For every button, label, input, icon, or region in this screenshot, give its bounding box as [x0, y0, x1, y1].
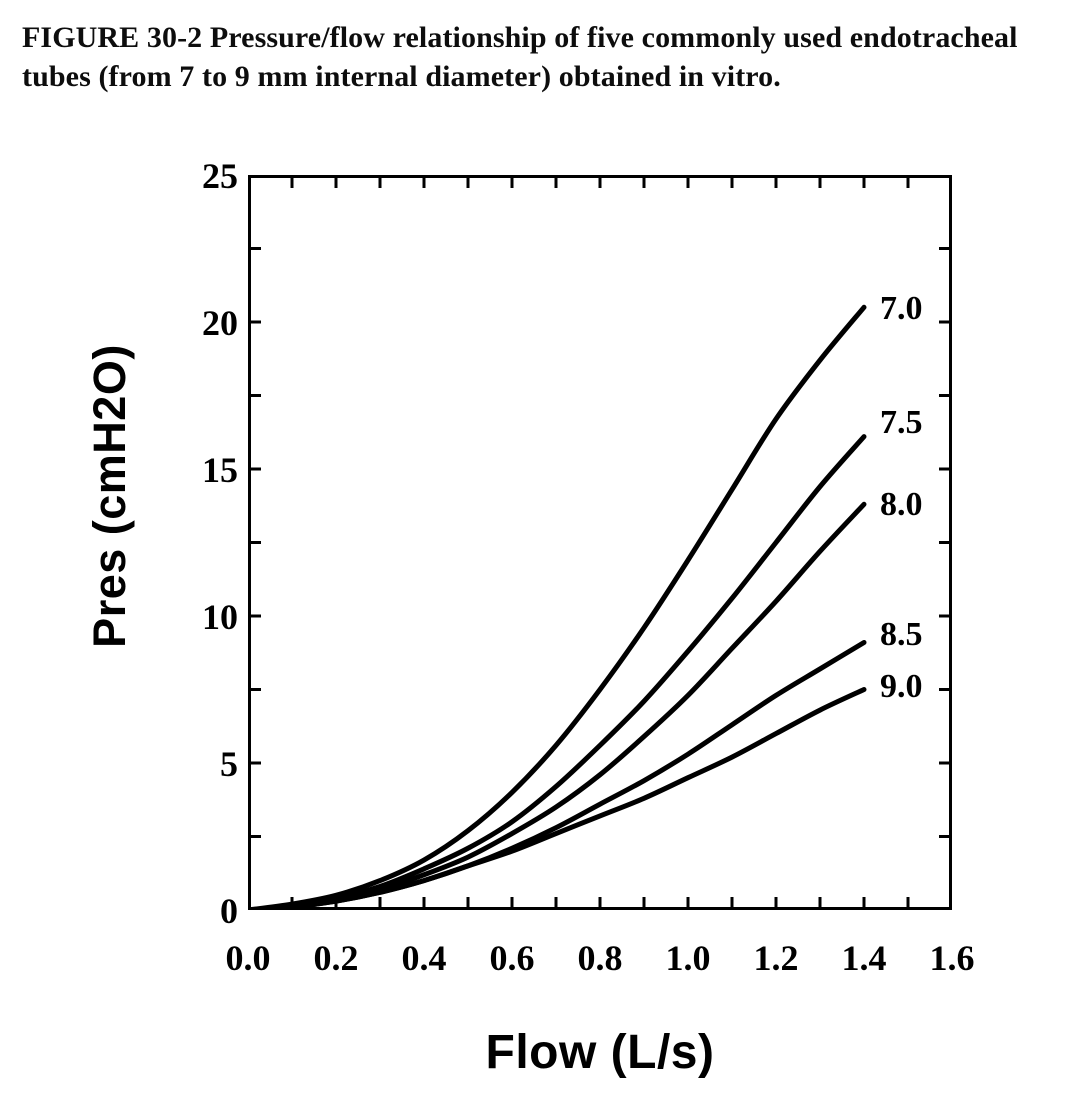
xtick-label-0.6: 0.6 — [489, 938, 535, 978]
xtick-label-1.0: 1.0 — [665, 938, 711, 978]
x-axis-label: Flow (L/s) — [485, 1026, 715, 1079]
xtick-label-1.6: 1.6 — [929, 938, 975, 978]
series-curve-8.0 — [248, 504, 864, 910]
y-axis-label: Pres (cmH2O) — [84, 344, 135, 648]
xtick-label-0.4: 0.4 — [401, 938, 447, 978]
series-curve-8.5 — [248, 642, 864, 910]
figure-caption: FIGURE 30-2 Pressure/flow relationship of five commonly used endotracheal tubes (from 7 to 9 mm internal diameter) obtained in vitro. — [22, 21, 1018, 93]
series-label-7.5: 7.5 — [880, 404, 923, 441]
ytick-label-20: 20 — [202, 303, 238, 343]
series-label-8.0: 8.0 — [880, 486, 923, 523]
series-curve-7.5 — [248, 437, 864, 910]
ytick-label-0: 0 — [220, 891, 238, 931]
xtick-label-0.8: 0.8 — [577, 938, 623, 978]
xtick-label-0.2: 0.2 — [313, 938, 359, 978]
ytick-label-15: 15 — [202, 450, 238, 490]
series-curves — [248, 307, 864, 910]
xtick-label-1.4: 1.4 — [841, 938, 887, 978]
xtick-label-0.0: 0.0 — [225, 938, 271, 978]
chart-figure — [0, 140, 1080, 1111]
series-label-9.0: 9.0 — [880, 668, 923, 705]
ytick-label-25: 25 — [202, 156, 238, 196]
ytick-label-10: 10 — [202, 597, 238, 637]
axis-ticks — [248, 175, 952, 910]
series-label-8.5: 8.5 — [880, 616, 923, 653]
ytick-label-5: 5 — [220, 744, 238, 784]
series-curve-9.0 — [248, 690, 864, 911]
chart-plot — [248, 175, 952, 910]
series-label-7.0: 7.0 — [880, 290, 923, 327]
xtick-label-1.2: 1.2 — [753, 938, 799, 978]
